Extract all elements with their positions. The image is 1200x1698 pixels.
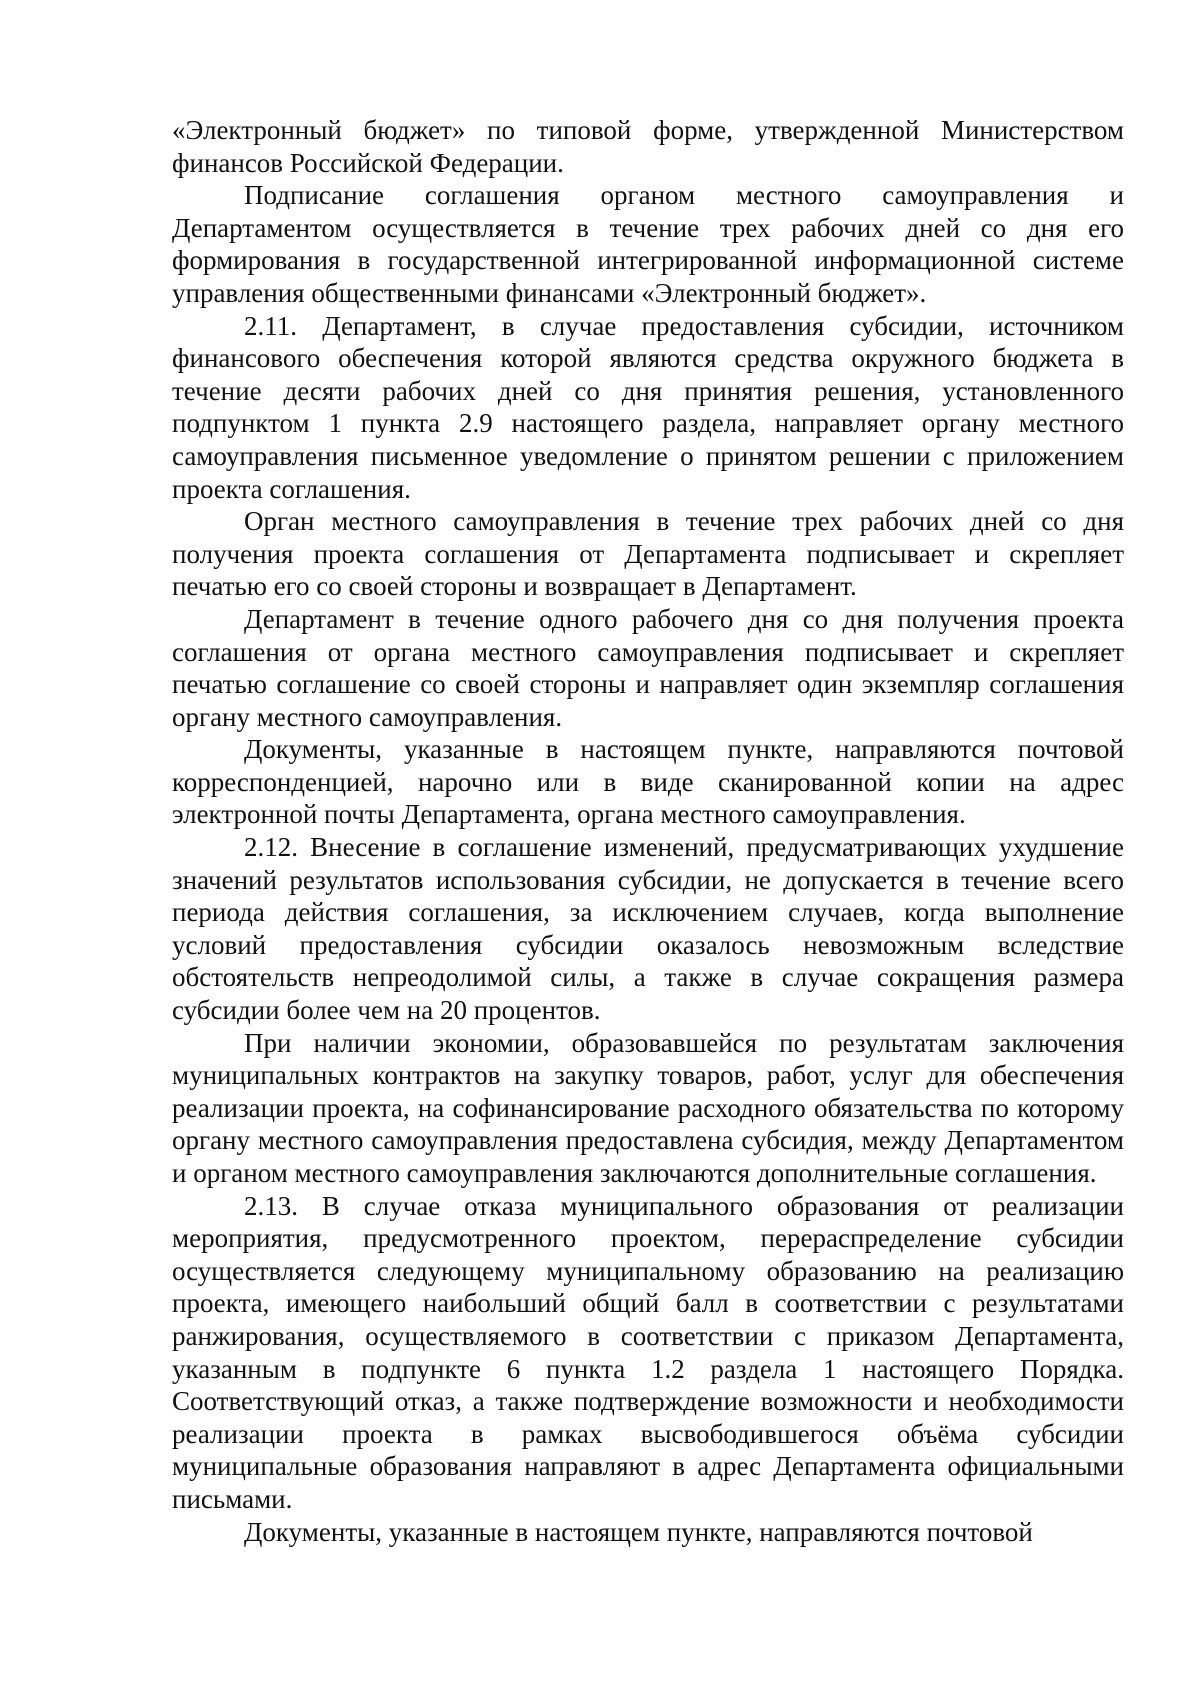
paragraph-signing: Подписание соглашения органом местного самоуправления и Департаментом осуществляется в течение трех рабочих дней со дня его формирования в государственной интегрированной информационной системе управления общественными финансами «Электронный бюджет». — [172, 180, 1124, 308]
paragraph-department-signing: Департамент в течение одного рабочего дня со дня получения проекта соглашения от органа местного самоуправления подписывает и скрепляет печатью соглашение со своей стороны и направляет один экземпляр соглашения органу местного самоуправления. — [172, 603, 1124, 732]
document-body — [172, 114, 1124, 1548]
paragraph-documents-delivery: Документы, указанные в настоящем пункте, направляются почтовой корреспонденцией, нарочно или в виде сканированной копии на адрес электронной почты Департамента, органа местного самоуправления. — [172, 734, 1124, 830]
paragraph-continuation: «Электронный бюджет» по типовой форме, утвержденной Министерством финансов Российской Федерации. — [172, 115, 1124, 178]
paragraph-2-12: 2.12. Внесение в соглашение изменений, предусматривающих ухудшение значений результатов использования субсидии, не допускается в течение всего периода действия соглашения, за исключением случаев, когда выполнение условий предоставления субсидии оказалось невозможным вследствие обстоятельств непреодолимой силы, а также в случае сокращения размера субсидии более чем на 20 процентов. — [172, 832, 1124, 1026]
paragraph-savings: При наличии экономии, образовавшейся по результатам заключения муниципальных контрактов на закупку товаров, работ, услуг для обеспечения реализации проекта, на софинансирование расходного обязательства по которому органу местного самоуправления предоставлена субсидия, между Департаментом и органом местного самоуправления заключаются дополнительные соглашения. — [172, 1027, 1124, 1188]
paragraph-local-government-signing: Орган местного самоуправления в течение трех рабочих дней со дня получения проекта соглашения от Департамента подписывает и скрепляет печатью его со своей стороны и возвращает в Департамент. — [172, 506, 1124, 602]
paragraph-documents-delivery-end: Документы, указанные в настоящем пункте, направляются почтовой — [244, 1516, 1033, 1547]
paragraph-2-11: 2.11. Департамент, в случае предоставления субсидии, источником финансового обеспечения которой являются средства окружного бюджета в течение десяти рабочих дней со дня принятия решения, установленного подпунктом 1 пункта 2.9 настоящего раздела, направляет органу местного самоуправления письменное уведомление о принятом решении с приложением проекта соглашения. — [172, 310, 1124, 504]
paragraph-2-13: 2.13. В случае отказа муниципального образования от реализации мероприятия, предусмотренного проектом, перераспределение субсидии осуществляется следующему муниципальному образованию на реализацию проекта, имеющего наибольший общий балл в соответствии с результатами ранжирования, осуществляемого в соответствии с приказом Департамента, указанным в подпункте 6 пункта 1.2 раздела 1 настоящего Порядка. Соответствующий отказ, а также подтверждение возможности и необходимости реализации проекта в рамках высвободившегося объёма субсидии муниципальные образования направляют в адрес Департамента официальными письмами. — [172, 1190, 1124, 1514]
